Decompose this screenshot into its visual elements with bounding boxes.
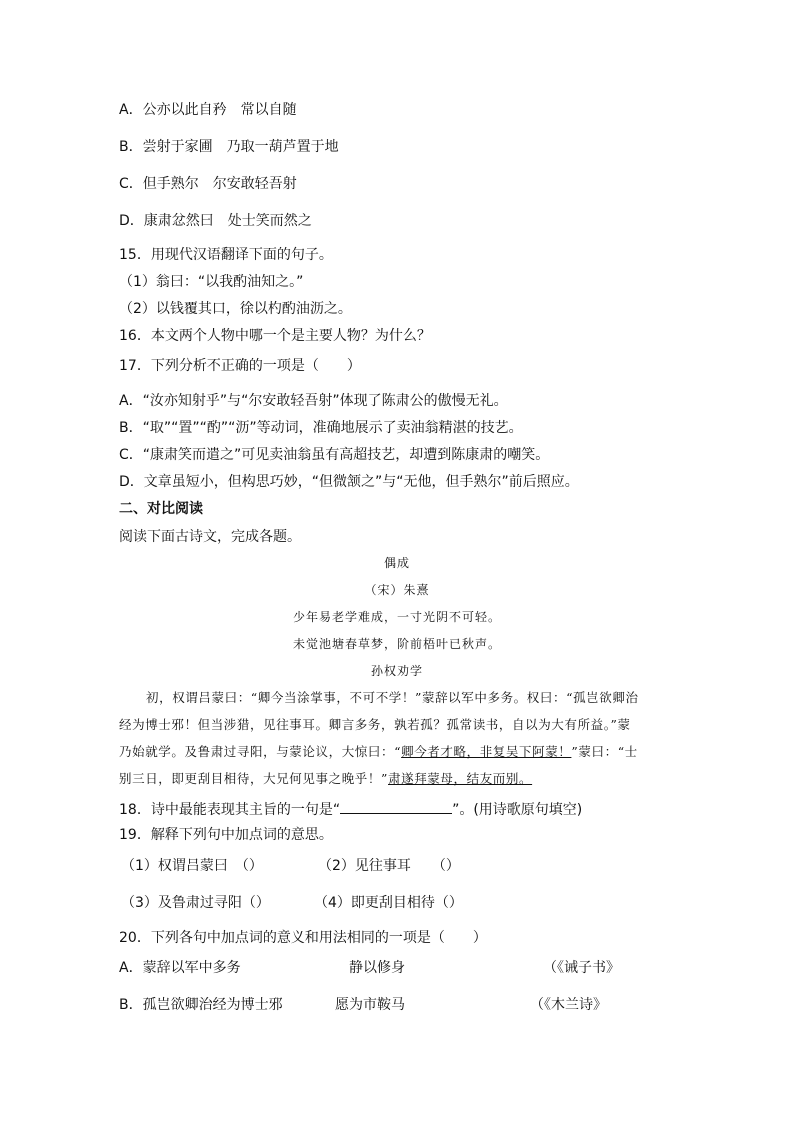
q15-item-2: （2）以钱覆其口，徐以杓酌油沥之。	[119, 301, 352, 317]
underlined-sentence-2: 肃遂拜蒙母，结友而别。	[388, 771, 533, 786]
q14-option-b: B．尝射于家圃 乃取一葫芦置于地	[119, 139, 339, 155]
prose-line-3-tail: ”蒙曰：“士	[571, 744, 638, 759]
q15-item-1: （1）翁曰：“以我酌油知之。”	[119, 274, 304, 290]
q17-stem: 17．下列分析不正确的一项是（ ）	[119, 358, 361, 374]
q20-row-a-compare: 静以修身	[349, 960, 405, 976]
q20-row-b-source: （《木兰诗》	[530, 997, 607, 1013]
prose-line-1: 初，权谓吕蒙曰：“卿今当涂掌事，不可不学！”蒙辞以军中多务。权曰：“孤岂欲卿治	[146, 690, 639, 705]
q17-option-d: D．文章虽短小，但构思巧妙，“但微颔之”与“无他，但手熟尔”前后照应。	[119, 474, 579, 490]
q19-item-1: （1）权谓吕蒙曰 （）	[121, 858, 263, 874]
q16-stem: 16．本文两个人物中哪一个是主要人物？为什么？	[119, 328, 431, 344]
poem-author: （宋）朱熹	[364, 583, 430, 597]
poem-line-2: 未觉池塘春草梦，阶前梧叶已秋声。	[292, 637, 501, 651]
q18-answer-blank[interactable]	[340, 799, 452, 814]
prose-line-3-text: 乃始就学。及鲁肃过寻阳，与蒙论议，大惊曰：“	[119, 744, 402, 759]
q20-row-b-compare: 愿为市鞍马	[335, 997, 405, 1013]
prose-line-3	[119, 744, 638, 760]
poem-title: 偶成	[383, 556, 410, 570]
section-instruction: 阅读下面古诗文，完成各题。	[119, 529, 301, 545]
prose-line-4-text: 别三日，即更刮目相待，大兄何见事之晚乎！”	[119, 771, 388, 786]
q17-option-c: C．“康肃笑而遣之”可见卖油翁虽有高超技艺，却遭到陈康肃的嘲笑。	[119, 447, 550, 463]
q14-option-a: A．公亦以此自矜 常以自随	[119, 102, 297, 118]
q18-prefix: 18．诗中最能表现其主旨的一句是“	[119, 802, 341, 818]
q14-option-c: C．但手熟尔 尔安敢轻吾射	[119, 176, 297, 192]
q20-row-a-sentence: A．蒙辞以军中多务	[119, 960, 241, 976]
q19-stem: 19．解释下列句中加点词的意思。	[119, 827, 333, 843]
prose-line-4	[119, 771, 532, 787]
q19-item-4: （4）即更刮目相待（）	[314, 895, 463, 911]
q15-stem: 15．用现代汉语翻译下面的句子。	[119, 247, 333, 263]
q19-item-2: （2）见往事耳 （）	[318, 858, 460, 874]
q14-option-d: D．康肃忿然曰 处士笑而然之	[119, 213, 312, 229]
q17-option-a: A．“汝亦知射乎”与“尔安敢轻吾射”体现了陈肃公的傲慢无礼。	[119, 393, 508, 409]
poem-line-1: 少年易老学难成，一寸光阴不可轻。	[292, 610, 501, 624]
q20-row-b-sentence: B．孤岂欲卿治经为博士邪	[119, 997, 283, 1013]
q18-stem	[119, 799, 582, 819]
prose-line-2: 经为博士邪！但当涉猎，见往事耳。卿言多务，孰若孤？孤常读书，自以为大有所益。”蒙	[119, 717, 631, 732]
section-heading: 二、对比阅读	[119, 501, 203, 517]
q20-stem: 20．下列各句中加点词的意义和用法相同的一项是（ ）	[119, 930, 487, 946]
q18-suffix: ”。(用诗歌原句填空)	[452, 802, 583, 818]
prose-title: 孙权劝学	[370, 664, 423, 678]
underlined-sentence-1: 卿今者才略，非复吴下阿蒙！	[401, 744, 572, 759]
q20-row-a-source: （《诫子书》	[543, 960, 620, 976]
q17-option-b: B．“取”“置”“酌”“沥”等动词，准确地展示了卖油翁精湛的技艺。	[119, 420, 523, 436]
q19-item-3: （3）及鲁肃过寻阳（）	[121, 895, 270, 911]
